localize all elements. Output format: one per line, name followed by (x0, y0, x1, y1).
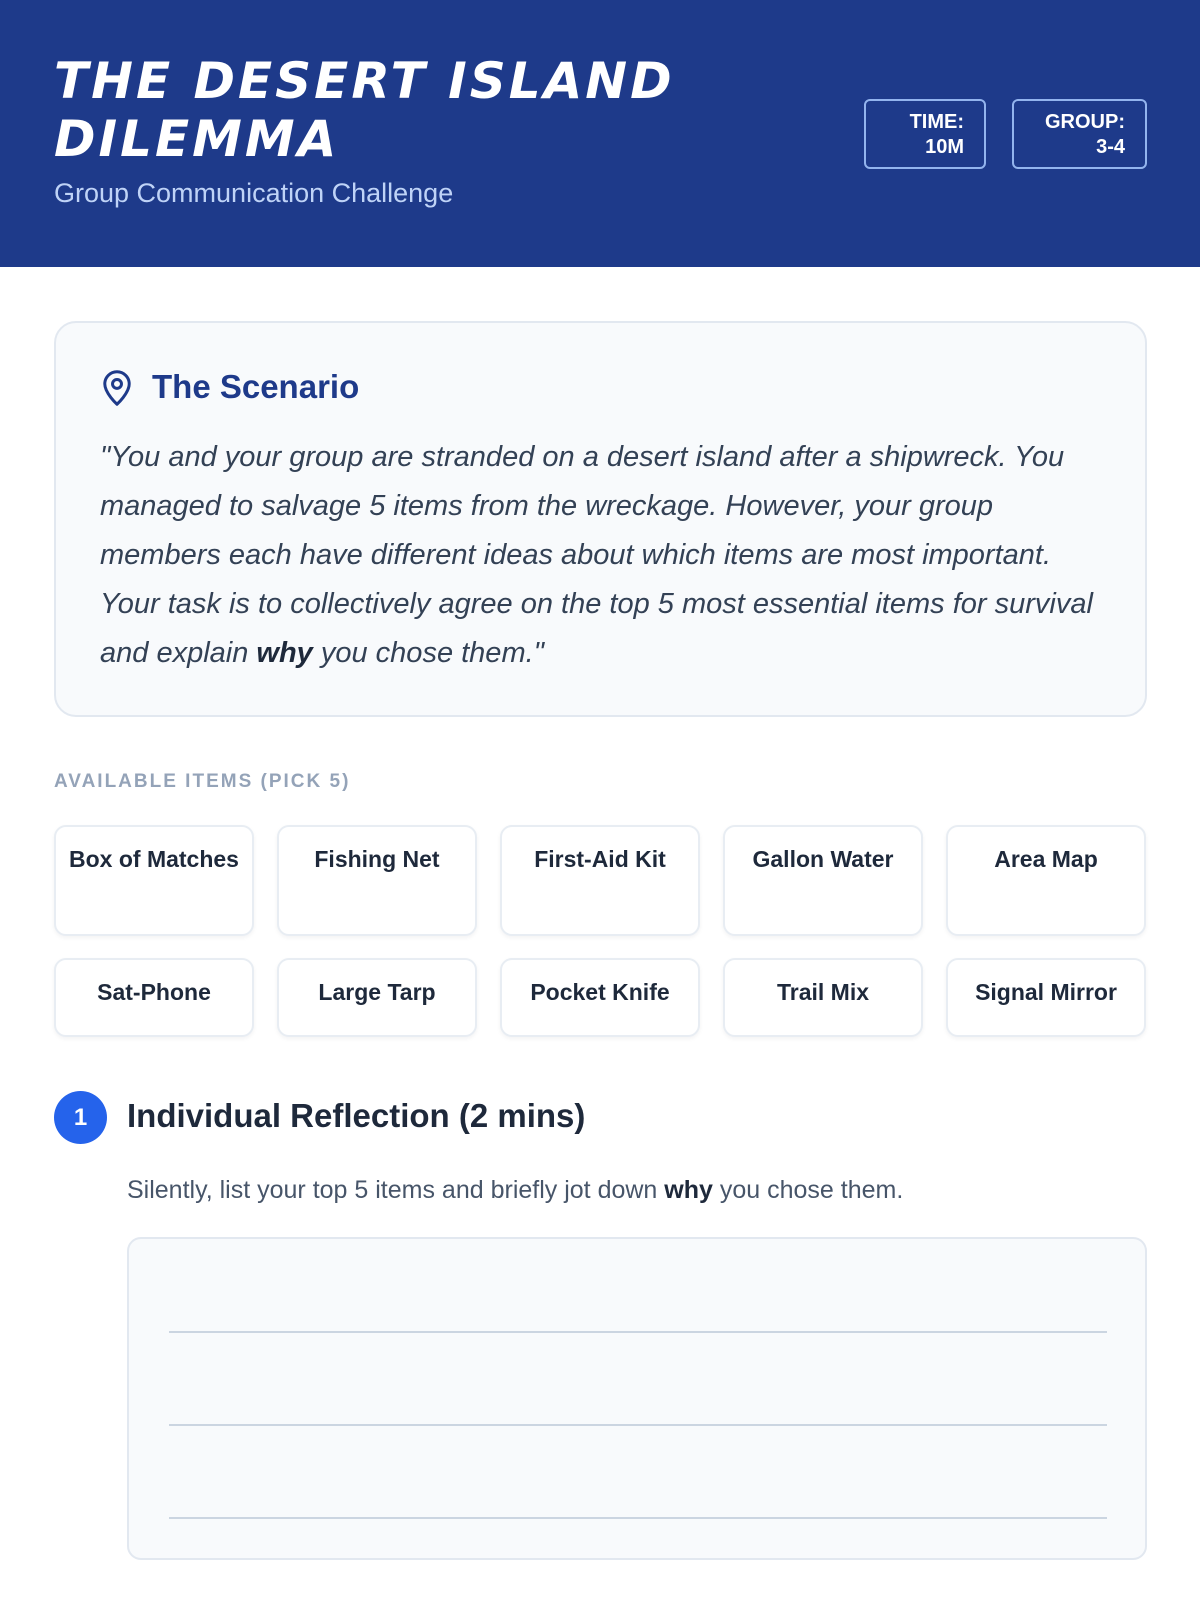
items-section-label: AVAILABLE ITEMS (PICK 5) (54, 771, 351, 792)
time-badge-value: 10M (925, 136, 964, 158)
step-number-badge: 1 (54, 1091, 107, 1144)
map-pin-icon (100, 369, 134, 407)
step-desc-emphasis: why (664, 1176, 713, 1204)
step-desc-before: Silently, list your top 5 items and briefly jot down (127, 1176, 665, 1204)
item-card[interactable]: Pocket Knife (500, 958, 700, 1037)
page-subtitle: Group Communication Challenge (54, 178, 454, 208)
step-title: Individual Reflection (2 mins) (127, 1097, 586, 1134)
group-badge-value: 3-4 (1096, 136, 1125, 158)
answer-line (169, 1517, 1107, 1519)
item-card[interactable]: Sat-Phone (54, 958, 254, 1037)
header-banner (0, 0, 1200, 267)
item-card[interactable]: Fishing Net (277, 825, 477, 936)
item-card[interactable]: Area Map (946, 825, 1146, 936)
scenario-text-emphasis: why (256, 637, 313, 669)
scenario-text-after: you chose them." (312, 637, 544, 669)
group-badge (1012, 99, 1147, 169)
item-card[interactable]: Gallon Water (723, 825, 923, 936)
scenario-text (100, 433, 1110, 678)
item-card[interactable]: Large Tarp (277, 958, 477, 1037)
item-card[interactable]: Signal Mirror (946, 958, 1146, 1037)
answer-line (169, 1424, 1107, 1426)
step-desc-after: you chose them. (712, 1176, 904, 1204)
group-badge-label: GROUP: (1045, 111, 1125, 133)
page-title: THE DESERT ISLAND DILEMMA (54, 52, 675, 168)
items-grid (54, 825, 1147, 1037)
scenario-heading: The Scenario (152, 368, 360, 405)
answer-writing-area[interactable] (127, 1237, 1147, 1560)
scenario-card (54, 321, 1147, 717)
item-card[interactable]: Trail Mix (723, 958, 923, 1037)
time-badge-label: TIME: (909, 111, 964, 133)
step-description (127, 1176, 903, 1205)
answer-line (169, 1331, 1107, 1333)
item-card[interactable]: Box of Matches (54, 825, 254, 936)
time-badge (864, 99, 986, 169)
item-card[interactable]: First-Aid Kit (500, 825, 700, 936)
scenario-text-before: "You and your group are stranded on a desert island after a shipwreck. You managed to salvage 5 items from the wreckage. However, your group members each have different ideas about which items are most important. Your task is to collectively agree on the top 5 most essential items for survival and explain (100, 441, 1093, 669)
